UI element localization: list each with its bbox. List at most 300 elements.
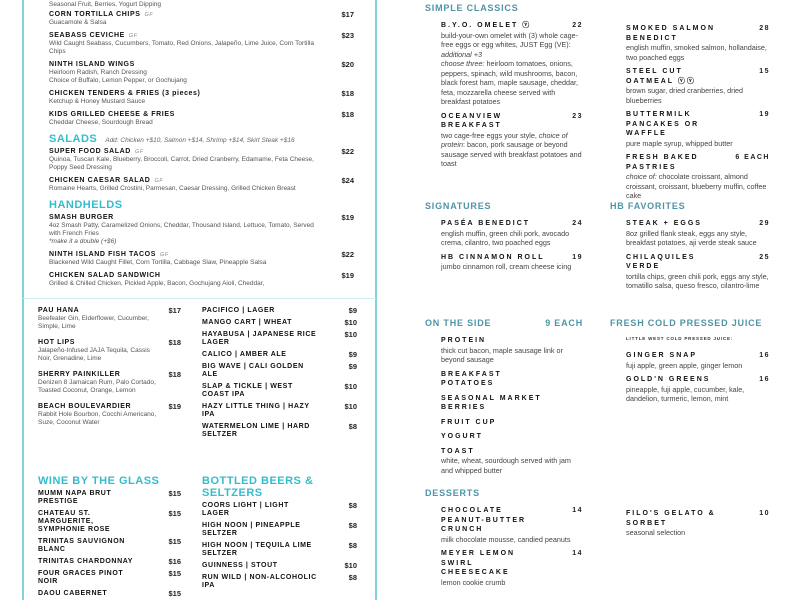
section-title: HANDHELDS — [49, 199, 123, 211]
menu-item — [441, 336, 583, 365]
dietary-tag: GF — [160, 252, 169, 258]
item-price: $10 — [344, 382, 357, 391]
item-name-text: DAOU CABERNET — [38, 590, 108, 597]
item-name-text: KIDS GRILLED CHEESE & FRIES — [49, 111, 175, 118]
item-price: 16 — [759, 376, 770, 383]
item-price: 23 — [572, 112, 583, 120]
text: Cheddar Cheese, Sourdough Bread — [49, 119, 153, 126]
item-name-text: FRESH BAKED PASTRIES — [626, 154, 699, 171]
item-name-text: HIGH NOON | PINEAPPLE SELTZER — [202, 522, 301, 537]
text: lemon cookie crumb — [441, 577, 506, 587]
item-name-text: STEEL CUT OATMEAL ⓥⓥ — [626, 68, 696, 85]
menu-item — [441, 447, 583, 476]
item-name — [49, 111, 354, 119]
item-price: $20 — [341, 60, 354, 69]
text: jumbo cinnamon roll, cream cheese icing — [441, 262, 572, 271]
text: Blackened Wild Caught Fillet, Corn Tortilla, Cabbage Slaw, Pineapple Salsa — [49, 259, 267, 266]
item-name — [441, 21, 583, 31]
item-price: $23 — [341, 31, 354, 40]
menu-item — [38, 490, 181, 506]
menu-item — [626, 67, 770, 105]
item-list — [425, 506, 583, 587]
item-list — [425, 219, 583, 272]
section-title: SALADS — [49, 133, 98, 145]
item-description — [441, 131, 583, 169]
item-price: $10 — [344, 330, 357, 339]
item-name — [202, 403, 357, 419]
item-name-text: WATERMELON LIME | HARD SELTZER — [202, 423, 310, 438]
menu-item — [626, 219, 770, 248]
item-name-text: STEAK + EGGS — [626, 220, 702, 227]
section-heading — [202, 475, 357, 499]
item-list — [49, 11, 354, 127]
menu-item — [202, 363, 357, 379]
item-price: 15 — [759, 68, 770, 75]
menu-item — [38, 510, 181, 534]
menu-item — [49, 61, 354, 85]
item-name — [441, 394, 583, 413]
menu-item — [441, 112, 583, 169]
item-name — [38, 371, 181, 379]
text: Choice of Buffalo, Lemon Pepper, or Gochujang — [49, 77, 187, 84]
section-title: ON THE SIDE — [425, 318, 492, 328]
text: seasonal selection — [626, 528, 686, 537]
item-name-text: RUN WILD | NON-ALCOHOLIC IPA — [202, 574, 317, 589]
item-description — [441, 229, 583, 248]
menu-item — [202, 562, 357, 570]
dietary-tag: GF — [128, 33, 138, 39]
item-name-text: TRINITAS SAUVIGNON BLANC — [38, 538, 125, 553]
item-name-text: CHICKEN SALAD SANDWICH — [49, 272, 161, 279]
item-name — [626, 253, 770, 272]
item-name-text: CHOCOLATE PEANUT-BUTTER CRUNCH — [441, 507, 527, 533]
item-name — [49, 177, 354, 185]
item-name-text: COORS LIGHT | LIGHT LAGER — [202, 502, 289, 517]
item-name-text: NINTH ISLAND FISH TACOS — [49, 251, 157, 258]
menu-item — [49, 214, 354, 246]
menu-item — [626, 253, 770, 291]
text: heirloom tomatoes, onions, peppers, spinach, wild mushrooms, bacon, black forest ham, maple sausage, cheddar, feta, mozzarella cheese served with breakfast potatoes — [441, 59, 579, 106]
item-name — [202, 307, 357, 315]
item-price: $18 — [341, 89, 354, 98]
menu-item — [441, 418, 583, 428]
item-name-text: MANGO CART | WHEAT — [202, 319, 293, 326]
text: 8oz grilled flank steak, eggs any style, breakfast potatoes, aji verde steak sauce — [626, 228, 757, 247]
item-list — [202, 307, 357, 439]
item-list — [38, 307, 181, 427]
item-name-text: SEABASS CEVICHE — [49, 32, 125, 39]
item-name — [49, 251, 354, 259]
item-description — [441, 456, 583, 475]
item-price: 22 — [572, 22, 583, 29]
section-heading — [425, 488, 583, 498]
menu-item — [202, 574, 357, 590]
item-name — [38, 590, 181, 598]
text: tortilla chips, green chili pork, eggs any style, tomatillo salsa, queso fresco, cilantro-lime — [626, 271, 769, 290]
menu-item — [38, 403, 181, 427]
item-name — [626, 509, 770, 528]
item-name — [38, 538, 181, 554]
item-price: 14 — [572, 507, 583, 514]
item-name-text: CHICKEN TENDERS & FRIES (3 pieces) — [49, 90, 201, 97]
item-name-text: TRINITAS CHARDONNAY — [38, 558, 134, 565]
italic-text: *make it a double (+$6) — [49, 238, 117, 245]
menu-item — [441, 253, 583, 272]
menu-item — [49, 272, 354, 288]
item-description — [49, 119, 354, 127]
section-title: FRESH COLD PRESSED JUICE — [610, 318, 763, 328]
menu-item — [202, 307, 357, 315]
item-price: $18 — [168, 338, 181, 347]
item-price: $15 — [168, 537, 181, 546]
text: Romaine Hearts, Grilled Crostini, Parmesan, Caesar Dressing, Grilled Chicken Breast — [49, 185, 296, 192]
item-name-text: FRUIT CUP — [441, 418, 497, 426]
dietary-tag: GF — [154, 178, 164, 184]
item-price: $8 — [348, 541, 357, 550]
item-name-text: CORN TORTILLA CHIPS — [49, 11, 141, 18]
item-description — [38, 347, 181, 363]
item-name-text: HB CINNAMON ROLL — [441, 253, 545, 261]
menu-item — [38, 339, 181, 363]
item-list — [202, 502, 357, 590]
item-name — [441, 336, 583, 346]
item-price: 6 EACH — [735, 154, 770, 161]
item-price: $22 — [341, 250, 354, 259]
item-list — [38, 490, 181, 598]
item-name — [626, 375, 770, 385]
item-description — [626, 172, 770, 201]
section-title: WINE BY THE GLASS — [38, 475, 160, 487]
item-name-text: YOGURT — [441, 433, 483, 440]
item-name — [441, 219, 583, 229]
menu-item — [49, 11, 354, 27]
section-title: BOTTLED BEERS & SELTZERS — [202, 475, 314, 499]
section-heading — [425, 318, 583, 328]
item-name — [202, 562, 357, 570]
menu-item — [38, 558, 181, 566]
item-price: 16 — [759, 352, 770, 359]
item-description — [441, 59, 583, 107]
item-name — [49, 90, 354, 98]
menu-item — [626, 509, 770, 538]
item-name — [49, 214, 354, 222]
item-name-text: SLAP & TICKLE | WEST COAST IPA — [202, 383, 293, 398]
menu-item — [38, 590, 181, 598]
item-price: $10 — [344, 561, 357, 570]
section-title: DESSERTS — [425, 488, 480, 498]
menu-item — [626, 24, 770, 62]
item-price: 14 — [572, 550, 583, 557]
item-name — [441, 447, 583, 457]
section-heading — [610, 318, 770, 328]
item-name-text: HIGH NOON | TEQUILA LIME SELTZER — [202, 542, 312, 557]
item-name-text: GUINNESS | STOUT — [202, 562, 278, 569]
text: milk chocolate mousse, candied peanuts — [441, 534, 571, 544]
item-price: 29 — [759, 220, 770, 227]
section-heading — [425, 201, 583, 211]
item-name — [202, 331, 357, 347]
section-heading — [49, 199, 354, 211]
text: two cage-free eggs your style, — [441, 130, 539, 140]
item-price: $15 — [168, 569, 181, 578]
item-name — [202, 574, 357, 590]
text: Ketchup & Honey Mustard Sauce — [49, 98, 146, 105]
item-description — [49, 40, 354, 56]
text: brown sugar, dried cranberries, dried blueberries — [626, 86, 744, 105]
item-name-text: SUPER FOOD SALAD — [49, 148, 131, 155]
menu-item — [202, 522, 357, 538]
item-list — [425, 336, 583, 475]
item-list — [425, 21, 583, 169]
item-name-text: MUMM NAPA BRUT PRESTIGE — [38, 490, 112, 505]
text: : bacon, pork sausage or beyond sausage served with breakfast potatoes and toast — [441, 140, 582, 168]
menu-item — [626, 351, 770, 370]
text: Rabbit Hole Bourbon, Cocchi Americano, Suze, Coconut Water — [38, 411, 157, 426]
item-price: $8 — [348, 422, 357, 431]
item-name-text: CHATEAU ST. MARGUERITE, SYMPHONIE ROSE — [38, 510, 111, 533]
item-price: $8 — [348, 501, 357, 510]
item-name — [38, 490, 181, 506]
item-description — [626, 361, 770, 371]
item-name-text: GINGER SNAP — [626, 352, 698, 359]
menu-item — [626, 375, 770, 404]
item-name — [49, 61, 354, 69]
item-price: $9 — [348, 306, 357, 315]
item-name — [441, 112, 583, 131]
item-description — [38, 379, 181, 395]
menu-item — [49, 177, 354, 193]
item-price: $9 — [348, 350, 357, 359]
item-price: $18 — [341, 110, 354, 119]
item-price: 25 — [759, 253, 770, 261]
menu-item — [202, 403, 357, 419]
item-description — [49, 185, 354, 193]
section-heading — [425, 3, 583, 13]
item-description — [441, 262, 583, 272]
item-description — [49, 77, 354, 85]
item-name-text: MEYER LEMON SWIRL CHEESECAKE — [441, 550, 516, 576]
item-price: $19 — [341, 213, 354, 222]
item-price: $10 — [344, 402, 357, 411]
menu-item — [202, 319, 357, 327]
item-name — [202, 319, 357, 327]
item-list — [610, 24, 770, 201]
menu-item — [202, 502, 357, 518]
item-name — [441, 370, 583, 389]
item-name — [49, 148, 354, 156]
section-subtitle: LITTLE WEST COLD PRESSED JUICE: — [626, 336, 734, 341]
item-name — [202, 383, 357, 399]
item-name — [202, 351, 357, 359]
item-list — [49, 214, 354, 288]
item-name-text: GOLD'N GREENS — [626, 376, 711, 383]
item-list — [49, 148, 354, 193]
item-description — [49, 156, 354, 172]
item-name — [49, 272, 354, 280]
text: build-your-own omelet with (3) whole cage-free eggs or egg whites, JUST Egg (VE): — [441, 30, 579, 49]
item-price: $24 — [341, 176, 354, 185]
item-name-text: FOUR GRACES PINOT NOIR — [38, 570, 124, 585]
item-price: $9 — [348, 362, 357, 371]
item-price: 10 — [759, 510, 770, 517]
text: white, wheat, sourdough served with jam and whipped butter — [441, 456, 571, 475]
menu-item — [626, 110, 770, 148]
item-name — [441, 253, 583, 263]
text: Denizen 8 Jamaican Rum, Palo Cortado, Toasted Coconut, Orange, Lemon — [38, 379, 156, 394]
item-price: $18 — [168, 370, 181, 379]
item-name — [441, 506, 583, 535]
item-name — [38, 403, 181, 411]
item-description — [49, 238, 354, 246]
item-description — [626, 139, 770, 149]
text: Heirloom Radish, Ranch Dressing — [49, 69, 147, 76]
menu-item — [441, 394, 583, 413]
item-name — [626, 67, 770, 86]
item-list — [610, 509, 770, 538]
item-description — [626, 86, 770, 105]
item-name — [626, 24, 770, 43]
item-name-text: HAZY LITTLE THING | HAZY IPA — [202, 403, 310, 418]
item-name-text: BUTTERMILK PANCAKES OR WAFFLE — [626, 111, 700, 137]
section-title: HB FAVORITES — [610, 201, 686, 211]
italic-text: choice of: — [626, 172, 657, 181]
item-description — [626, 528, 770, 538]
menu-item — [38, 570, 181, 586]
item-description — [49, 259, 354, 267]
item-price: $10 — [344, 318, 357, 327]
item-name — [441, 418, 583, 428]
section-title: SIMPLE CLASSICS — [425, 3, 519, 13]
item-price: $17 — [168, 306, 181, 315]
item-name-text: BEACH BOULEVARDIER — [38, 403, 132, 410]
item-price: 28 — [759, 25, 770, 32]
drinks-menu-panel — [22, 298, 377, 600]
text: 4oz Smash Patty, Caramelized Onions, Cheddar, Thousand Island, Lettuce, Tomato, Served with French Fries — [49, 222, 314, 237]
item-name-text: PASÉA BENEDICT — [441, 220, 531, 227]
item-name-text: BIG WAVE | CALI GOLDEN ALE — [202, 363, 304, 378]
item-name-text: SEASONAL MARKET BERRIES — [441, 394, 542, 411]
item-description — [626, 229, 770, 248]
item-name-text: SMOKED SALMON BENEDICT — [626, 25, 715, 42]
item-price: $15 — [168, 589, 181, 598]
item-name-text: HOT LIPS — [38, 339, 76, 346]
italic-text: choose three: — [441, 59, 485, 68]
item-name-text: NINTH ISLAND WINGS — [49, 61, 135, 68]
item-description — [49, 280, 354, 288]
item-price: 24 — [572, 220, 583, 227]
item-name — [441, 549, 583, 578]
item-price: $17 — [341, 10, 354, 19]
section-title: SIGNATURES — [425, 201, 492, 211]
text: fuji apple, green apple, ginger lemon — [626, 360, 743, 370]
item-name — [626, 110, 770, 139]
dietary-tag: GF — [134, 149, 144, 155]
menu-item — [49, 111, 354, 127]
item-name-text: PACIFICO | LAGER — [202, 307, 275, 314]
item-list — [610, 336, 770, 404]
item-description — [38, 315, 181, 331]
text: Wild Caught Seabass, Cucumbers, Tomato, Red Onions, Jalapeño, Lime Juice, Corn Tortilla Chips — [49, 40, 314, 55]
item-description — [441, 578, 583, 588]
menu-item — [441, 432, 583, 442]
menu-item — [38, 307, 181, 331]
item-name-text: PROTEIN — [441, 337, 487, 344]
menu-item — [49, 32, 354, 56]
item-description — [441, 535, 583, 545]
section-heading — [610, 201, 770, 211]
text: english muffin, green chili pork, avocado crema, cilantro, two poached eggs — [441, 228, 570, 247]
menu-item — [49, 148, 354, 172]
item-name-text: SMASH BURGER — [49, 214, 114, 221]
item-name — [626, 351, 770, 361]
item-name — [38, 558, 181, 566]
section-heading — [49, 133, 354, 145]
menu-item — [626, 153, 770, 201]
item-name-text: BREAKFAST POTATOES — [441, 370, 502, 387]
text: pineapple, fuji apple, cucumber, kale, dandelion, turmeric, lemon, mint — [626, 384, 745, 403]
item-price: 19 — [759, 111, 770, 118]
item-price: $8 — [348, 521, 357, 530]
item-price: $15 — [168, 509, 181, 518]
item-description — [49, 222, 354, 238]
item-description — [441, 346, 583, 365]
item-price: 19 — [572, 253, 583, 261]
text: thick cut bacon, maple sausage link or beyond sausage — [441, 345, 563, 364]
item-description — [626, 385, 770, 404]
item-name — [38, 339, 181, 347]
menu-item — [38, 371, 181, 395]
item-name-text: HAYABUSA | JAPANESE RICE LAGER — [202, 331, 317, 346]
menu-item — [202, 542, 357, 558]
menu-item — [202, 331, 357, 347]
menu-item — [441, 370, 583, 389]
item-name — [202, 542, 357, 558]
text: chocolate croissant, almond croissant, croissant, blueberry muffin, coffee cake — [626, 172, 767, 200]
text: english muffin, smoked salmon, hollandaise, two poached eggs — [626, 43, 767, 62]
item-name-text: CHILAQUILES VERDE — [626, 253, 696, 270]
menu-item — [202, 383, 357, 399]
item-name — [49, 32, 354, 40]
item-price: $19 — [341, 271, 354, 280]
item-price: $15 — [168, 489, 181, 498]
item-description — [626, 43, 770, 62]
item-description — [626, 272, 770, 291]
item-list — [610, 219, 770, 291]
item-description — [49, 69, 354, 77]
cut-off-description: Seasonal Fruit, Berries, Yogurt Dipping — [49, 1, 162, 8]
item-name-text: TOAST — [441, 447, 475, 455]
item-name — [202, 502, 357, 518]
section-note: Add: Chicken +$10, Salmon +$14, Shrimp +$14, Skirt Steak +$16 — [105, 137, 295, 144]
menu-item — [38, 538, 181, 554]
dietary-tag: GF — [144, 12, 154, 18]
item-name-text: FILO'S GELATO & SORBET — [626, 510, 716, 527]
item-name — [202, 363, 357, 379]
item-name-text: CHICKEN CAESAR SALAD — [49, 177, 151, 184]
item-name — [38, 510, 181, 534]
menu-item — [441, 549, 583, 587]
item-description — [49, 98, 354, 106]
item-price: $8 — [348, 573, 357, 582]
item-name — [38, 307, 181, 315]
item-name — [38, 570, 181, 586]
menu-item — [441, 21, 583, 107]
menu-item — [441, 219, 583, 248]
menu-item — [202, 351, 357, 359]
item-price: $22 — [341, 147, 354, 156]
item-description — [441, 31, 583, 60]
item-name-text: PAU HANA — [38, 307, 80, 314]
